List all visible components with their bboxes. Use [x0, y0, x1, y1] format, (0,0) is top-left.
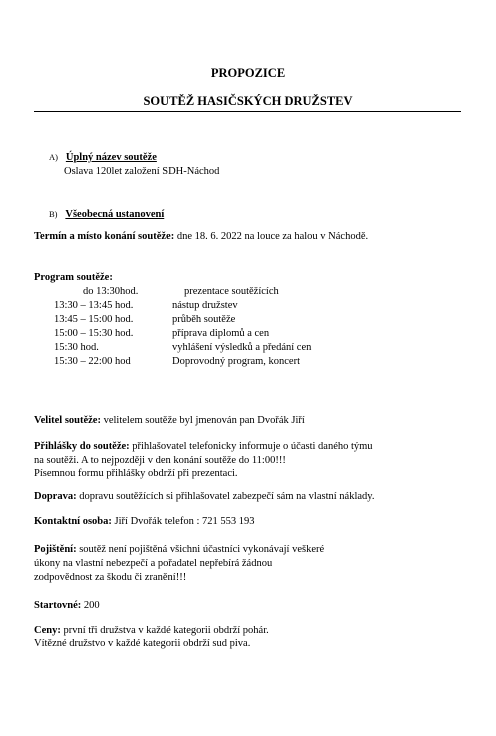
document-subtitle: SOUTĚŽ HASIČSKÝCH DRUŽSTEV: [143, 94, 353, 108]
program-row: [34, 300, 454, 314]
section-b-marker: B): [49, 209, 58, 219]
velitel-label: Velitel soutěže:: [34, 415, 101, 426]
program-time: 15:00 – 15:30 hod.: [54, 328, 134, 339]
startovne-paragraph: [34, 600, 100, 611]
program-desc: průběh soutěže: [172, 314, 236, 325]
section-b-heading: [49, 209, 164, 220]
program-desc: Doprovodný program, koncert: [172, 356, 301, 367]
ceny-line-2: Vítězné družstvo v každé kategorii obdrží sud piva.: [34, 638, 251, 649]
doprava-label: Doprava:: [34, 491, 77, 502]
velitel-value: velitelem soutěže byl jmenován pan Dvořák Jiří: [100, 415, 305, 426]
program-time: 15:30 hod.: [54, 342, 99, 353]
title-divider: [34, 111, 461, 112]
document-title: PROPOZICE: [210, 66, 286, 80]
ceny-label: Ceny:: [34, 625, 61, 636]
doprava-paragraph: [34, 491, 374, 502]
pojisteni-line-3: zodpovědnost za škodu či zranění!!!: [34, 572, 187, 583]
program-row: [34, 314, 454, 328]
startovne-value: 200: [81, 600, 100, 611]
program-time: 13:30 – 13:45 hod.: [54, 300, 134, 311]
program-row: [34, 356, 454, 370]
termin-label: Termín a místo konání soutěže:: [34, 231, 175, 242]
program-list: [34, 286, 454, 370]
doprava-value: dopravu soutěžících si přihlašovatel zabezpečí sám na vlastní náklady.: [76, 491, 375, 502]
program-desc: prezentace soutěžících: [184, 286, 279, 297]
kontakt-label: Kontaktní osoba:: [34, 516, 112, 527]
startovne-label: Startovné:: [34, 600, 82, 611]
prihlasky-line-2: na soutěži. A to nejpozději v den konání soutěže do 11:00!!!: [34, 455, 286, 466]
kontakt-value: Jiří Dvořák telefon : 721 553 193: [111, 516, 255, 527]
pojisteni-line-2: úkony na vlastní nebezpečí a pořadatel nepřebírá žádnou: [34, 558, 273, 569]
ceny-text: první tři družstva v každé kategorii obdrží pohár.: [60, 625, 269, 636]
program-row: [34, 328, 454, 342]
prihlasky-text: přihlašovatel telefonicky informuje o účasti daného týmu: [129, 441, 373, 452]
program-time: 13:45 – 15:00 hod.: [54, 314, 134, 325]
kontakt-paragraph: [34, 516, 255, 527]
section-a-heading: [49, 152, 157, 163]
prihlasky-label: Přihlášky do soutěže:: [34, 441, 130, 452]
velitel-paragraph: [34, 415, 305, 426]
prihlasky-line-1: [34, 441, 373, 452]
program-time: 15:30 – 22:00 hod: [54, 356, 131, 367]
program-desc: nástup družstev: [172, 300, 238, 311]
pojisteni-label: Pojištění:: [34, 544, 77, 555]
section-a-label: Úplný název soutěže: [65, 152, 157, 163]
termin-value: dne 18. 6. 2022 na louce za halou v Náchodě.: [174, 231, 369, 242]
prihlasky-line-3: Písemnou formu přihlášky obdrží při prezentaci.: [34, 468, 238, 479]
program-time: do 13:30hod.: [83, 286, 139, 297]
program-row: [34, 286, 454, 300]
program-desc: vyhlášení výsledků a předání cen: [172, 342, 312, 353]
program-label: Program soutěže:: [34, 272, 113, 283]
pojisteni-line-1: [34, 544, 324, 555]
ceny-line-1: [34, 625, 269, 636]
pojisteni-text: soutěž není pojištěná všichni účastníci vykonávají veškeré: [76, 544, 325, 555]
termin-paragraph: [34, 231, 368, 242]
section-a-marker: A): [49, 152, 58, 162]
section-b-label: Všeobecná ustanovení: [65, 209, 165, 220]
program-desc: příprava diplomů a cen: [172, 328, 270, 339]
competition-name: Oslava 120let založení SDH-Náchod: [64, 166, 220, 177]
program-row: [34, 342, 454, 356]
